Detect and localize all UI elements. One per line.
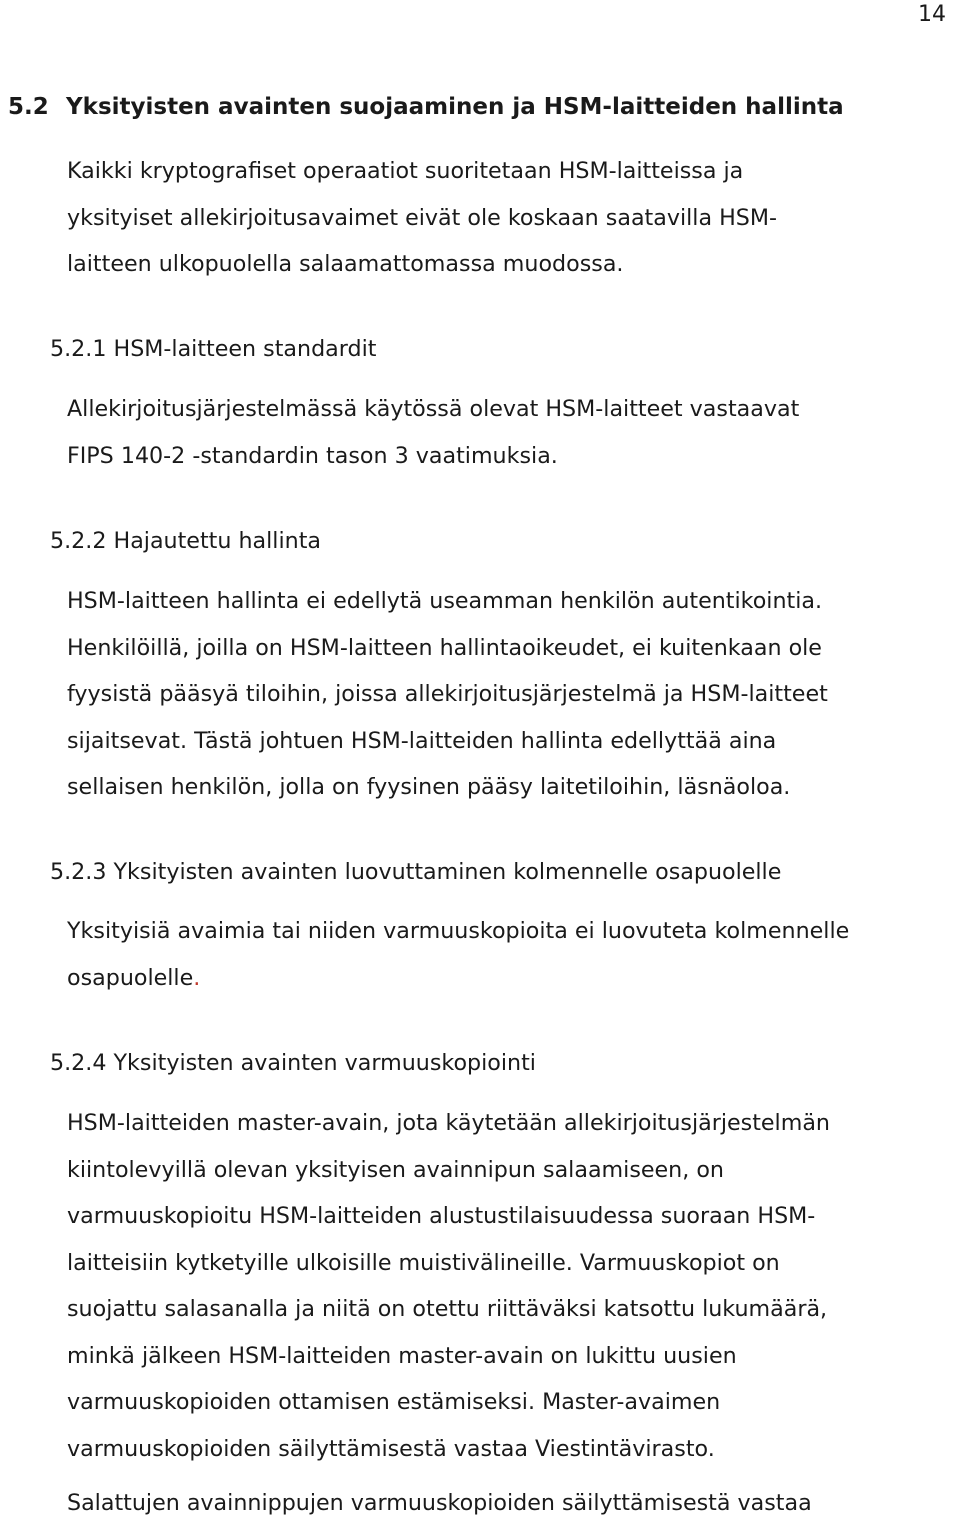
text-line: varmuuskopioiden ottamisen estämiseksi. Master-avaimen: [67, 1389, 721, 1415]
text-line: fyysistä pääsyä tiloihin, joissa allekirjoitusjärjestelmä ja HSM-laitteet: [67, 681, 828, 707]
text-line: Salattujen avainnippujen varmuuskopioiden säilyttämisestä vastaa: [67, 1490, 812, 1516]
text-line: HSM-laitteen hallinta ei edellytä useamman henkilön autentikointia.: [67, 588, 823, 614]
text-line: Kaikki kryptografiset operaatiot suoritetaan HSM-laitteissa ja: [67, 158, 744, 184]
text-line: kiintolevyillä olevan yksityisen avainnipun salaamiseen, on: [67, 1156, 724, 1183]
page-number: 14: [918, 2, 946, 27]
subsection-heading-5-2-3: 5.2.3 Yksityisten avainten luovuttaminen kolmennelle osapuolelle: [50, 859, 782, 885]
section-heading: [8, 94, 844, 120]
text-line: laitteisiin kytketyille ulkoisille muistivälineille. Varmuuskopiot on: [67, 1249, 780, 1276]
subsection-paragraph-5-2-4: [67, 1100, 952, 1472]
section-title: Yksityisten avainten suojaaminen ja HSM-laitteiden hallinta: [66, 94, 844, 120]
text-line: varmuuskopioitu HSM-laitteiden alustustilaisuudessa suoraan HSM-: [67, 1203, 816, 1229]
line-text: osapuolelle: [67, 964, 194, 991]
subsection-heading-5-2-4: 5.2.4 Yksityisten avainten varmuuskopiointi: [50, 1050, 536, 1076]
subsection-paragraph-5-2-3: [67, 908, 952, 1001]
section-number: 5.2: [8, 94, 49, 120]
text-line: [67, 955, 952, 1002]
text-line: yksityiset allekirjoitusavaimet eivät ole koskaan saatavilla HSM-: [67, 204, 778, 231]
text-line: suojattu salasanalla ja niitä on otettu riittäväksi katsottu lukumäärä,: [67, 1296, 828, 1322]
text-line: Allekirjoitusjärjestelmässä käytössä olevat HSM-laitteet vastaavat: [67, 396, 800, 422]
red-period: .: [193, 964, 201, 991]
intro-paragraph: [67, 148, 952, 288]
subsection-paragraph-5-2-1: [67, 386, 952, 479]
text-line: FIPS 140-2 -standardin tason 3 vaatimuksia.: [67, 442, 558, 469]
text-line: sellaisen henkilön, jolla on fyysinen pääsy laitetiloihin, läsnäoloa.: [67, 774, 791, 800]
text-line: Henkilöillä, joilla on HSM-laitteen hallintaoikeudet, ei kuitenkaan ole: [67, 634, 822, 661]
text-line: Yksityisiä avaimia tai niiden varmuuskopioita ei luovuteta kolmennelle: [67, 918, 850, 944]
text-line: HSM-laitteiden master-avain, jota käytetään allekirjoitusjärjestelmän: [67, 1110, 830, 1136]
text-line: varmuuskopioiden säilyttämisestä vastaa Viestintävirasto.: [67, 1435, 715, 1462]
subsection-heading-5-2-2: 5.2.2 Hajautettu hallinta: [50, 528, 321, 554]
trailing-paragraph: [67, 1480, 952, 1527]
subsection-paragraph-5-2-2: [67, 578, 952, 811]
text-line: laitteen ulkopuolella salaamattomassa muodossa.: [67, 251, 624, 277]
subsection-heading-5-2-1: 5.2.1 HSM-laitteen standardit: [50, 336, 377, 362]
text-line: minkä jälkeen HSM-laitteiden master-avain on lukittu uusien: [67, 1342, 737, 1369]
text-line: sijaitsevat. Tästä johtuen HSM-laitteiden hallinta edellyttää aina: [67, 727, 777, 754]
